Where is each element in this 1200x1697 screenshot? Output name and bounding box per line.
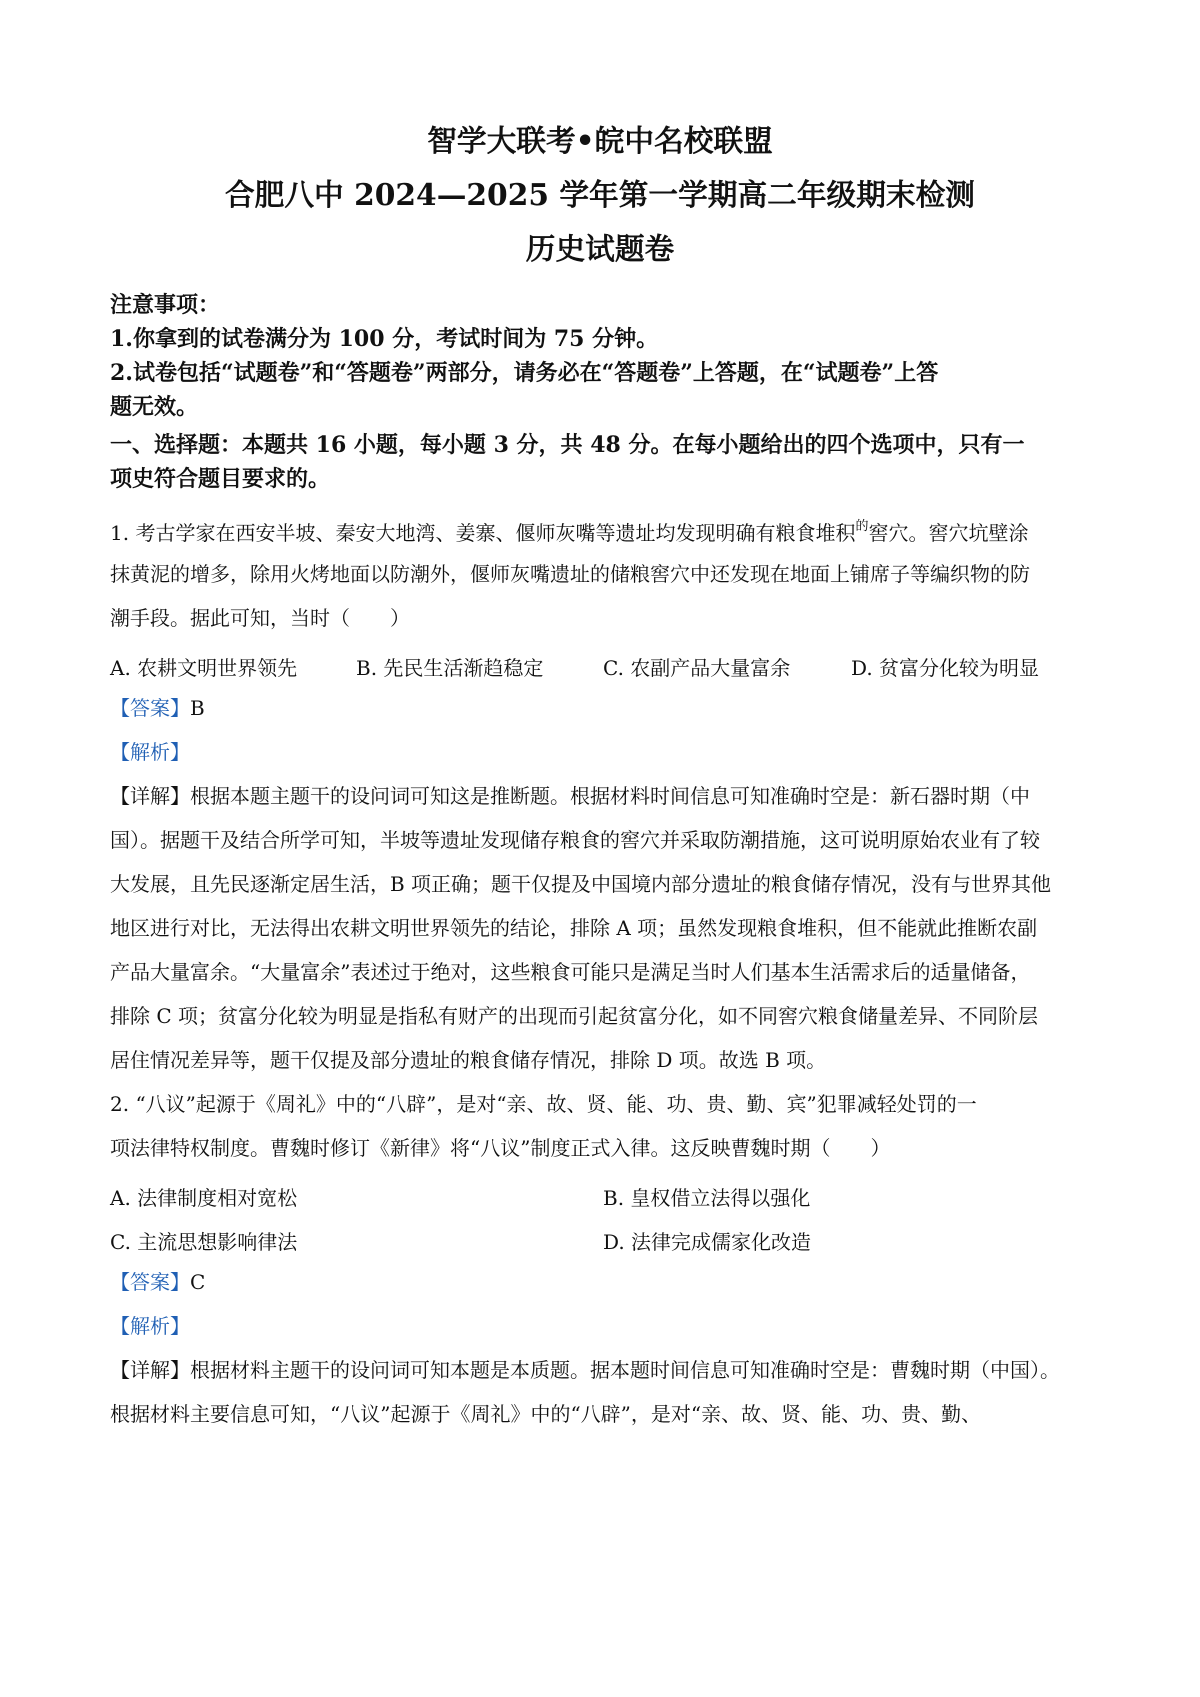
q1-stem-line-1 xyxy=(110,520,1100,543)
q2-detail-text: 根据材料主题干的设问词可知本题是本质题。据本题时间信息可知准确时空是：曹魏时期（中国）。 xyxy=(190,1358,1060,1382)
q2-option-c: C. 主流思想影响律法 xyxy=(110,1230,298,1254)
notice-item-2: 2.试卷包括“试题卷”和“答题卷”两部分，请务必在“答题卷”上答题，在“试题卷”上答 xyxy=(110,360,939,386)
q2-answer-tag: 【答案】 xyxy=(110,1270,190,1294)
q2-option-a: A. 法律制度相对宽松 xyxy=(110,1186,298,1210)
q1-option-d: D. 贫富分化较为明显 xyxy=(851,656,1040,680)
q2-option-b: B. 皇权借立法得以强化 xyxy=(603,1186,811,1210)
q1-stem-text: 1. 考古学家在西安半坡、秦安大地湾、姜寨、偃师灰嘴等遗址均发现明确有粮食堆积 xyxy=(110,521,856,545)
q1-detail-tag: 【详解】 xyxy=(110,784,190,808)
q2-analysis-tag: 【解析】 xyxy=(110,1314,190,1338)
q2-answer-value: C xyxy=(190,1270,206,1294)
q1-answer xyxy=(110,698,1100,718)
q2-detail-tag: 【详解】 xyxy=(110,1358,190,1382)
notice-item-1: 1.你拿到的试卷满分为 100 分，考试时间为 75 分钟。 xyxy=(110,326,659,352)
q1-detail-line-3: 大发展，且先民逐渐定居生活，B 项正确；题干仅提及中国境内部分遗址的粮食储存情况，没有与世界其他 xyxy=(110,872,1052,896)
q2-stem-line-2: 项法律特权制度。曹魏时修订《新律》将“八议”制度正式入律。这反映曹魏时期（ ） xyxy=(110,1136,891,1160)
exam-school-title: 合肥八中 2024—2025 学年第一学期高二年级期末检测 xyxy=(225,178,975,213)
section-heading: 一、选择题：本题共 16 小题，每小题 3 分，共 48 分。在每小题给出的四个选项中，只有一 xyxy=(110,432,1025,458)
q1-option-c: C. 农副产品大量富余 xyxy=(603,656,791,680)
q2-answer xyxy=(110,1272,1100,1292)
q1-option-a: A. 农耕文明世界领先 xyxy=(110,656,298,680)
exam-subject-title: 历史试题卷 xyxy=(525,232,675,267)
q2-stem-line-1: 2. “八议”起源于《周礼》中的“八辟”，是对“亲、故、贤、能、功、贵、勤、宾”犯罪减轻处罚的一 xyxy=(110,1092,977,1116)
section-heading-cont: 项史符合题目要求的。 xyxy=(110,466,331,492)
q1-detail-text: 根据本题主题干的设问词可知这是推断题。根据材料时间信息可知准确时空是：新石器时期（中 xyxy=(190,784,1030,808)
exam-league-title: 智学大联考•皖中名校联盟 xyxy=(427,124,773,159)
q1-stem-line-2: 抹黄泥的增多，除用火烤地面以防潮外，偃师灰嘴遗址的储粮窖穴中还发现在地面上铺席子等编织物的防 xyxy=(110,562,1030,586)
q1-stem-line-3: 潮手段。据此可知，当时（ ） xyxy=(110,606,410,630)
q1-detail-line-1 xyxy=(110,786,1100,806)
q1-detail-line-7: 居住情况差异等，题干仅提及部分遗址的粮食储存情况，排除 D 项。故选 B 项。 xyxy=(110,1048,827,1072)
q2-detail-line-1 xyxy=(110,1360,1100,1380)
q1-answer-value: B xyxy=(190,696,205,720)
q2-option-d: D. 法律完成儒家化改造 xyxy=(603,1230,812,1254)
q1-stem-text-cont: 窖穴。窖穴坑壁涂 xyxy=(868,521,1029,545)
q1-detail-line-5: 产品大量富余。“大量富余”表述过于绝对，这些粮食可能只是满足当时人们基本生活需求后的适量储备， xyxy=(110,960,1031,984)
q1-answer-tag: 【答案】 xyxy=(110,696,190,720)
q2-detail-line-2: 根据材料主要信息可知，“八议”起源于《周礼》中的“八辟”，是对“亲、故、贤、能、功、贵、勤、 xyxy=(110,1402,982,1426)
q1-analysis-tag: 【解析】 xyxy=(110,740,190,764)
q1-detail-line-4: 地区进行对比，无法得出农耕文明世界领先的结论，排除 A 项；虽然发现粮食堆积，但不能就此推断农副 xyxy=(110,916,1038,940)
q1-option-b: B. 先民生活渐趋稳定 xyxy=(356,656,544,680)
notice-heading: 注意事项： xyxy=(110,292,221,318)
q1-detail-line-2: 国）。据题干及结合所学可知，半坡等遗址发现储存粮食的窖穴并采取防潮措施，这可说明原始农业有了较 xyxy=(110,828,1040,852)
q1-detail-line-6: 排除 C 项；贫富分化较为明显是指私有财产的出现而引起贫富分化，如不同窖穴粮食储量差异、不同阶层 xyxy=(110,1004,1039,1028)
notice-item-2-cont: 题无效。 xyxy=(110,394,199,420)
q1-stem-superscript: 的 xyxy=(855,519,869,534)
